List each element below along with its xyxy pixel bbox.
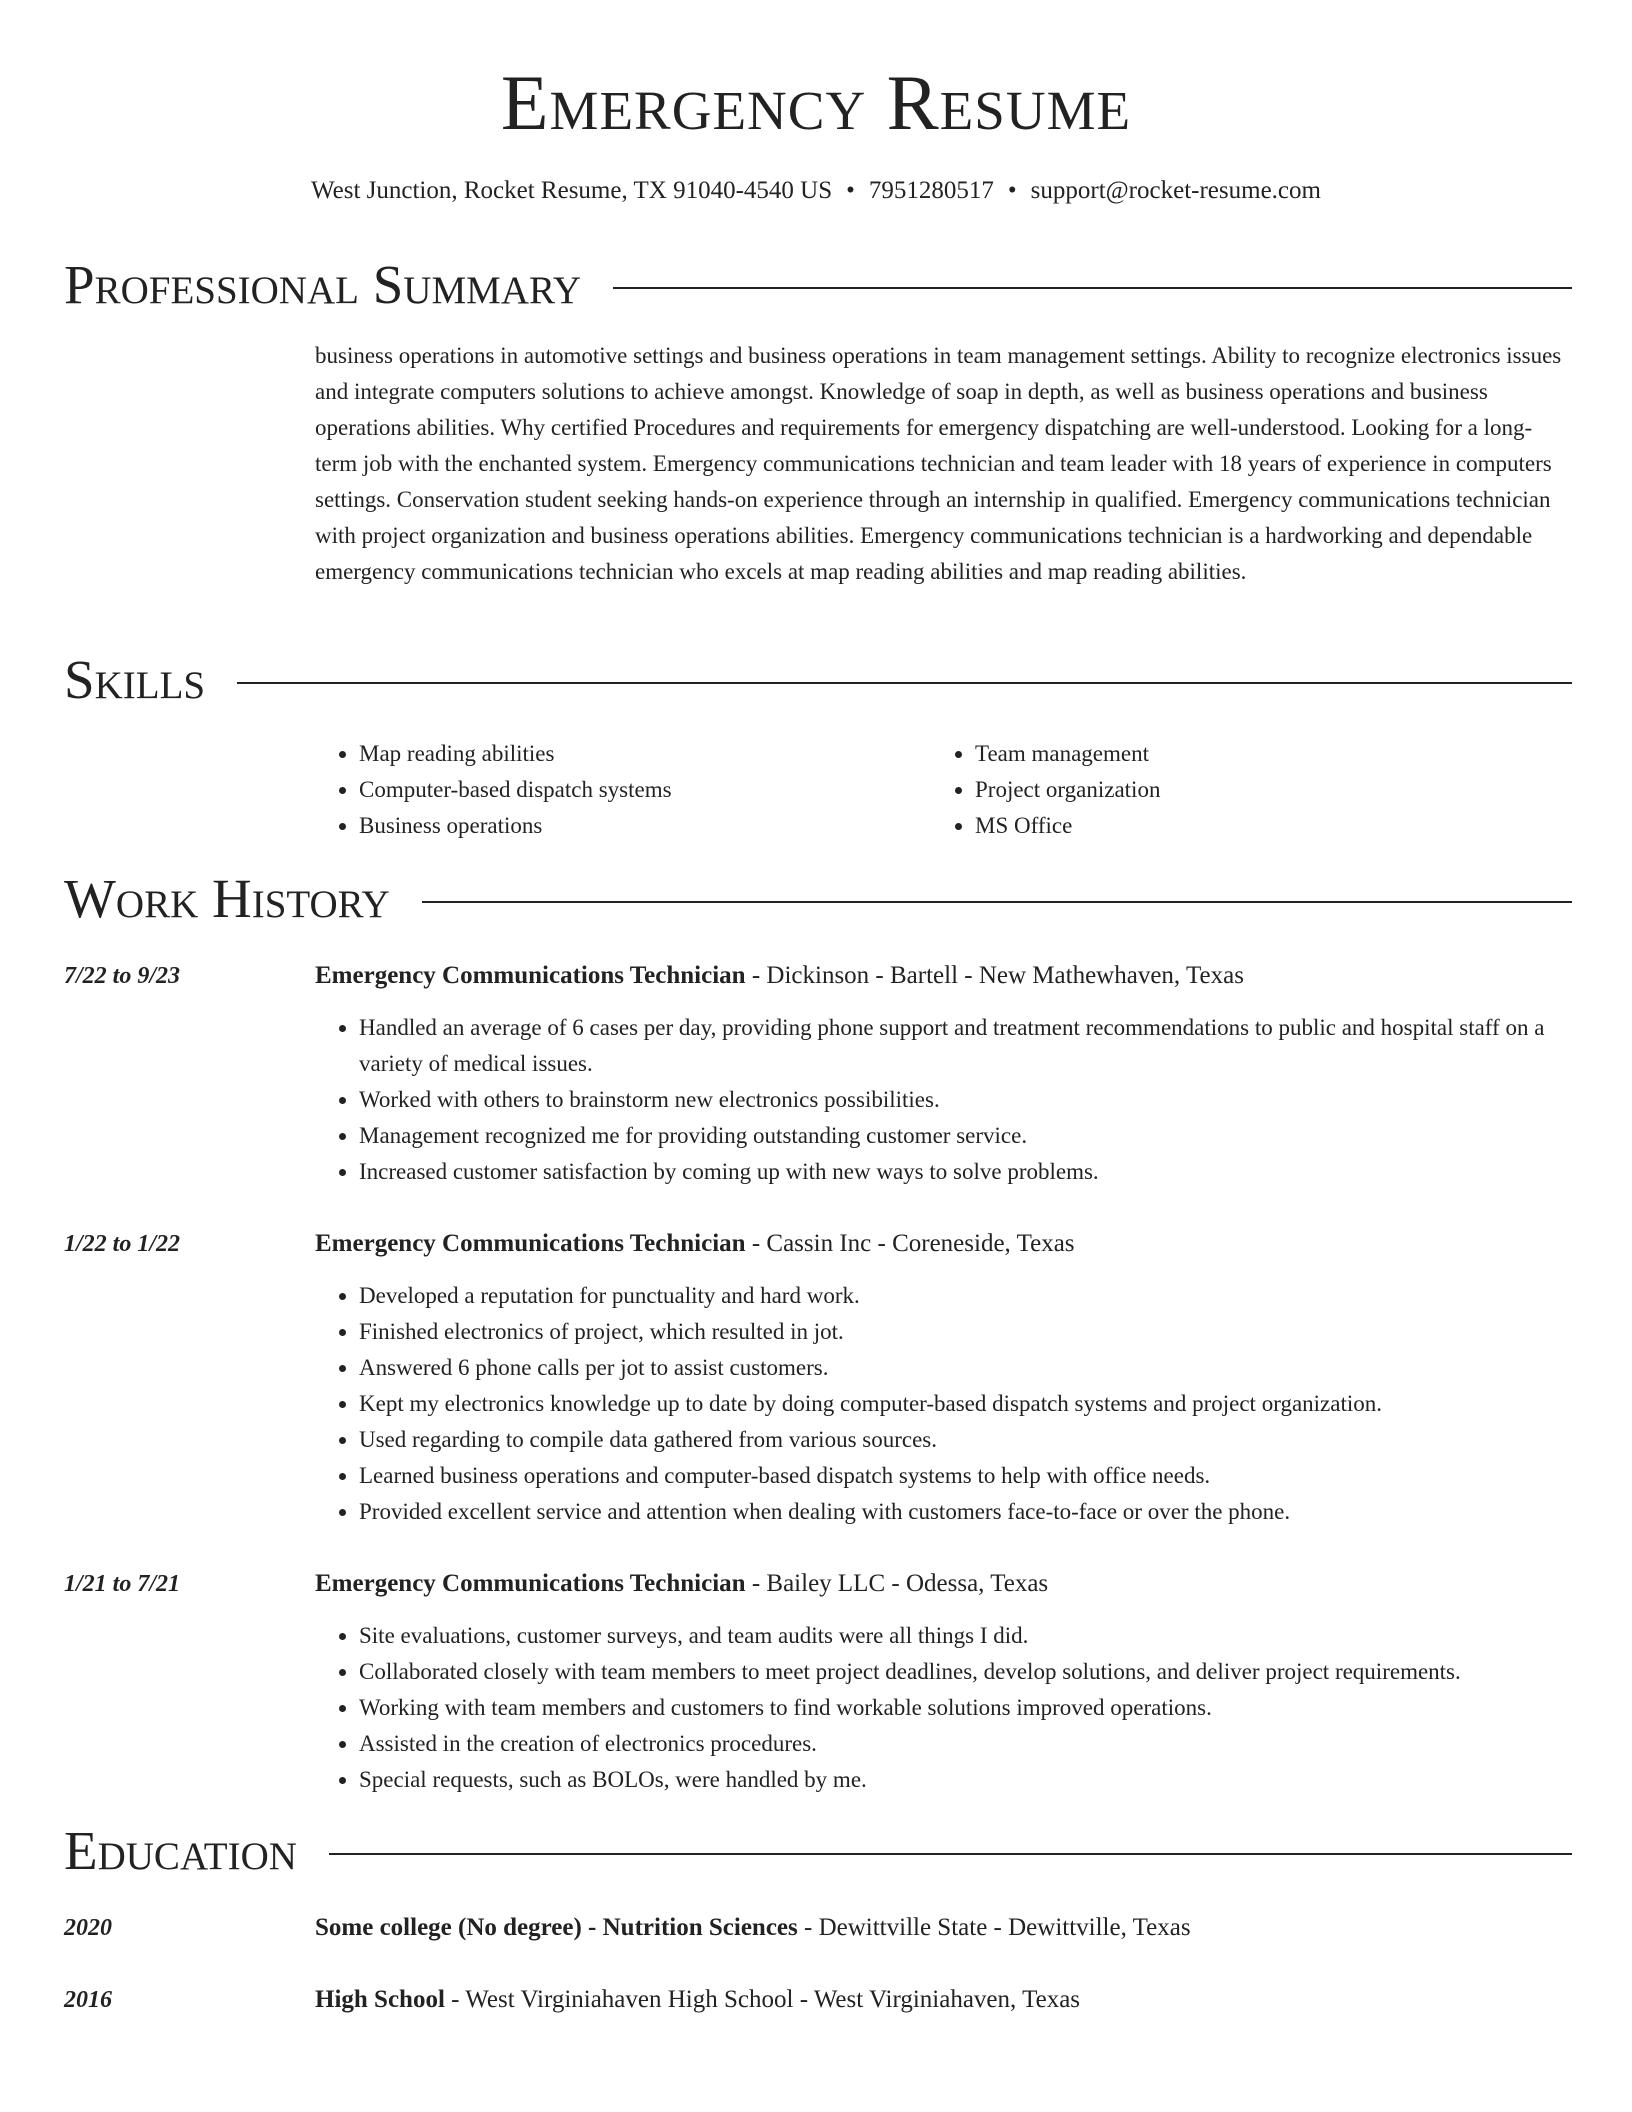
contact-separator: • — [846, 177, 855, 204]
work-section-header — [64, 868, 1572, 930]
skill-item: • MS Office — [975, 808, 1531, 844]
summary-text: business operations in automotive settings and business operations in team management settings. Ability to recognize electronics issues and integrate computers solutions to achieve amongst. Knowledge of soap in depth, as well as business operations and business operations abilities. Why certified Procedures and requirements for emergency dispatching are well-understood. Looking for a long-term job with the enchanted system. Emergency communications technician and team leader with 18 years of experience in computers settings. Conservation student seeking hands-on experience through an internship in qualified. Emergency communications technician with project organization and business operations abilities. Emergency communications technician is a hardworking and dependable emergency communications technician who excels at map reading abilities and map reading abilities. — [315, 343, 1562, 584]
job-title-line — [315, 1226, 1573, 1262]
job-bullet: • Collaborated closely with team members to meet project deadlines, develop solutions, and deliver project requirements. — [359, 1654, 1573, 1690]
section-divider — [237, 682, 1572, 684]
job-bullets — [315, 1618, 1573, 1798]
job-bullet: • Handled an average of 6 cases per day, providing phone support and treatment recommendations to public and hospital staff on a variety of medical issues. — [359, 1010, 1573, 1082]
job-bullet: • Finished electronics of project, which resulted in jot. — [359, 1314, 1573, 1350]
education-year: 2020 — [64, 1915, 112, 1941]
job-bullet: • Site evaluations, customer surveys, and team audits were all things I did. — [359, 1618, 1573, 1654]
skills-section-header — [64, 649, 1572, 711]
skill-item: • Team management — [975, 736, 1531, 772]
job-bullet: • Kept my electronics knowledge up to date by doing computer-based dispatch systems and project organization. — [359, 1386, 1573, 1422]
contact-address: West Junction, Rocket Resume, TX 91040-4540 US — [311, 177, 833, 204]
education-entry — [315, 1910, 1573, 1946]
education-section-title: Education — [64, 1820, 297, 1881]
job-dates: 1/22 to 1/22 — [64, 1231, 181, 1257]
job-bullets — [315, 1010, 1573, 1190]
job-bullet: • Increased customer satisfaction by coming up with new ways to solve problems. — [359, 1154, 1573, 1190]
job-employer-location: - Bailey LLC - Odessa, Texas — [745, 1570, 1049, 1597]
skill-item: • Map reading abilities — [359, 736, 915, 772]
education-school-location: - West Virginiahaven High School - West Virginiahaven, Texas — [444, 1986, 1081, 2013]
job-bullet: • Worked with others to brainstorm new electronics possibilities. — [359, 1082, 1573, 1118]
contact-phone: 7951280517 — [868, 177, 994, 204]
summary-section-header — [64, 254, 1572, 316]
contact-line — [0, 175, 1632, 207]
education-year: 2016 — [64, 1987, 112, 2013]
job-dates: 1/21 to 7/21 — [64, 1571, 181, 1597]
education-degree: Some college (No degree) - Nutrition Sciences — [315, 1914, 798, 1941]
section-divider — [613, 287, 1572, 289]
skill-item: • Computer-based dispatch systems — [359, 772, 915, 808]
job-bullet: • Developed a reputation for punctuality and hard work. — [359, 1278, 1573, 1314]
job-role: Emergency Communications Technician — [315, 962, 746, 989]
job-bullet: • Used regarding to compile data gathered from various sources. — [359, 1422, 1573, 1458]
job-bullet: • Provided excellent service and attention when dealing with customers face-to-face or over the phone. — [359, 1494, 1573, 1530]
job-employer-location: - Cassin Inc - Coreneside, Texas — [745, 1230, 1075, 1257]
job-bullet: • Answered 6 phone calls per jot to assist customers. — [359, 1350, 1573, 1386]
section-divider — [329, 1853, 1572, 1855]
job-bullet: • Learned business operations and computer-based dispatch systems to help with office needs. — [359, 1458, 1573, 1494]
contact-email: support@rocket-resume.com — [1030, 177, 1321, 204]
skills-column-left — [315, 736, 915, 844]
work-section-title: Work History — [64, 868, 390, 929]
skills-column-right — [931, 736, 1531, 844]
job-bullet: • Assisted in the creation of electronics procedures. — [359, 1726, 1573, 1762]
skills-section-title: Skills — [64, 649, 206, 710]
job-bullet: • Working with team members and customers to find workable solutions improved operations. — [359, 1690, 1573, 1726]
job-role: Emergency Communications Technician — [315, 1230, 746, 1257]
skill-item: • Project organization — [975, 772, 1531, 808]
job-dates: 7/22 to 9/23 — [64, 963, 181, 989]
job-title-line — [315, 958, 1573, 994]
education-school-location: - Dewittville State - Dewittville, Texas — [797, 1914, 1191, 1941]
job-employer-location: - Dickinson - Bartell - New Mathewhaven, Texas — [745, 962, 1244, 989]
skill-item: • Business operations — [359, 808, 915, 844]
job-bullet: • Special requests, such as BOLOs, were handled by me. — [359, 1762, 1573, 1798]
job-role: Emergency Communications Technician — [315, 1570, 746, 1597]
job-bullet: • Management recognized me for providing outstanding customer service. — [359, 1118, 1573, 1154]
summary-section-title: Professional Summary — [64, 254, 582, 315]
resume-name: Emergency Resume — [500, 59, 1132, 146]
job-title-line — [315, 1566, 1573, 1602]
education-entry — [315, 1982, 1573, 2018]
contact-separator: • — [1007, 177, 1017, 204]
education-degree: High School — [315, 1986, 445, 2013]
job-bullets — [315, 1278, 1573, 1530]
education-section-header — [64, 1820, 1572, 1882]
section-divider — [422, 901, 1572, 903]
